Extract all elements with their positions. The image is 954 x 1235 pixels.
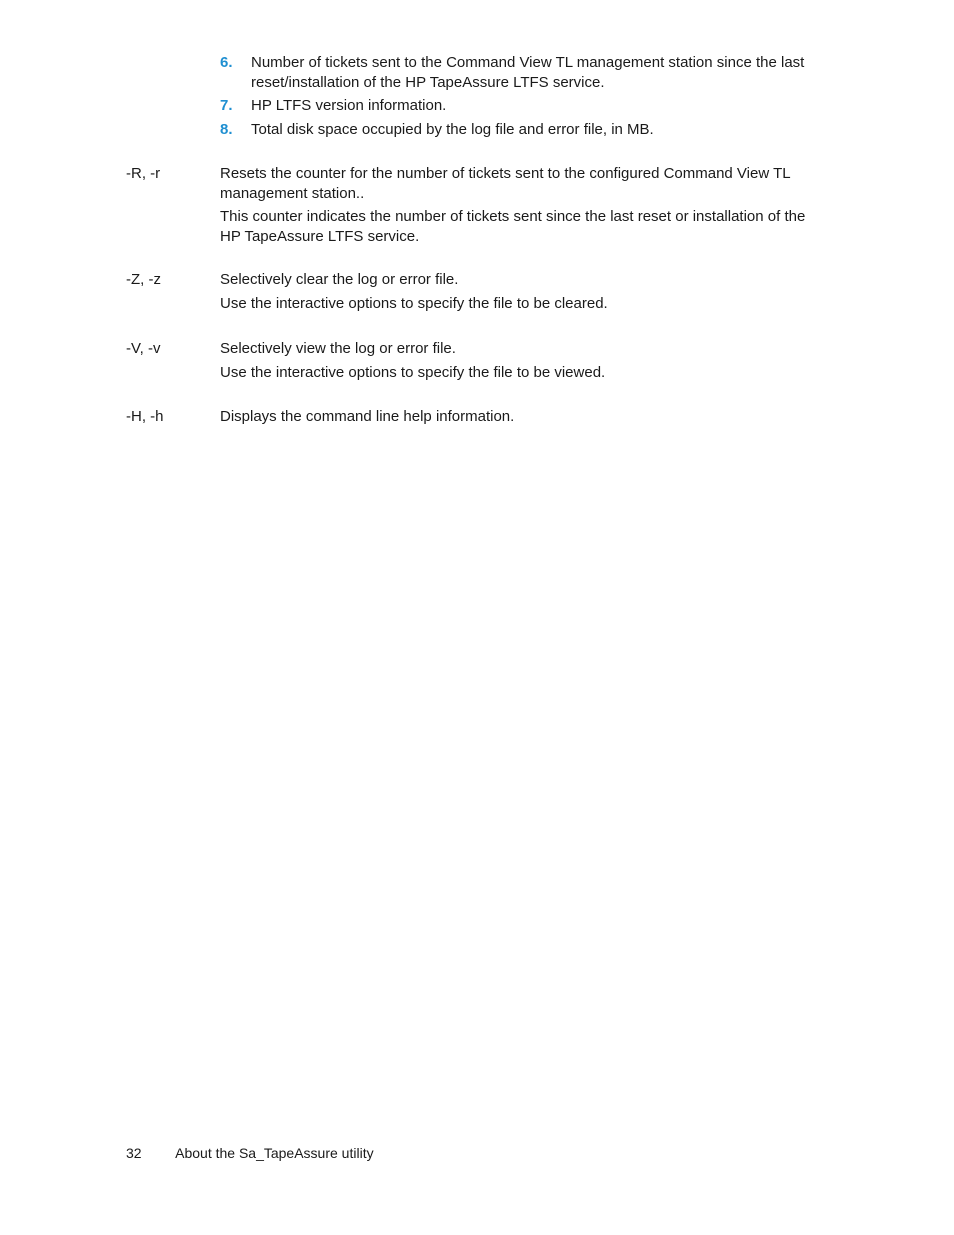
list-item-number: 7. [220,97,233,114]
option-paragraph: Resets the counter for the number of tickets sent to the configured Command View TL management station.. [220,165,791,202]
option-description [220,407,810,431]
page-footer [126,1144,374,1164]
option-description [220,270,810,317]
list-item-text: HP LTFS version information. [251,97,447,114]
option-description [220,164,810,250]
footer-section-title: About the Sa_TapeAssure utility [175,1145,374,1161]
option-flag: -Z, -z [126,271,161,288]
list-item-text: Number of tickets sent to the Command View TL management station since the last reset/installation of the HP TapeAssure LTFS service. [251,54,805,91]
option-paragraph: Selectively view the log or error file. [220,340,456,357]
list-item-number: 8. [220,120,233,138]
list-item [220,96,810,116]
page-number: 32 [126,1145,142,1161]
option-description [220,339,810,386]
list-item [220,120,810,140]
option-flag: -H, -h [126,408,164,425]
list-item [220,53,810,92]
option-flag: -R, -r [126,165,161,182]
option-flag: -V, -v [126,340,161,357]
option-paragraph: Displays the command line help information. [220,408,515,425]
list-item-text: Total disk space occupied by the log file and error file, in MB. [251,120,654,138]
option-paragraph: Use the interactive options to specify the file to be viewed. [220,363,606,381]
list-item-number: 6. [220,54,233,71]
option-paragraph: Use the interactive options to specify the file to be cleared. [220,294,608,312]
numbered-list [220,53,810,143]
option-paragraph: Selectively clear the log or error file. [220,271,459,288]
option-paragraph: This counter indicates the number of tickets sent since the last reset or installation of the HP TapeAssure LTFS service. [220,208,806,245]
